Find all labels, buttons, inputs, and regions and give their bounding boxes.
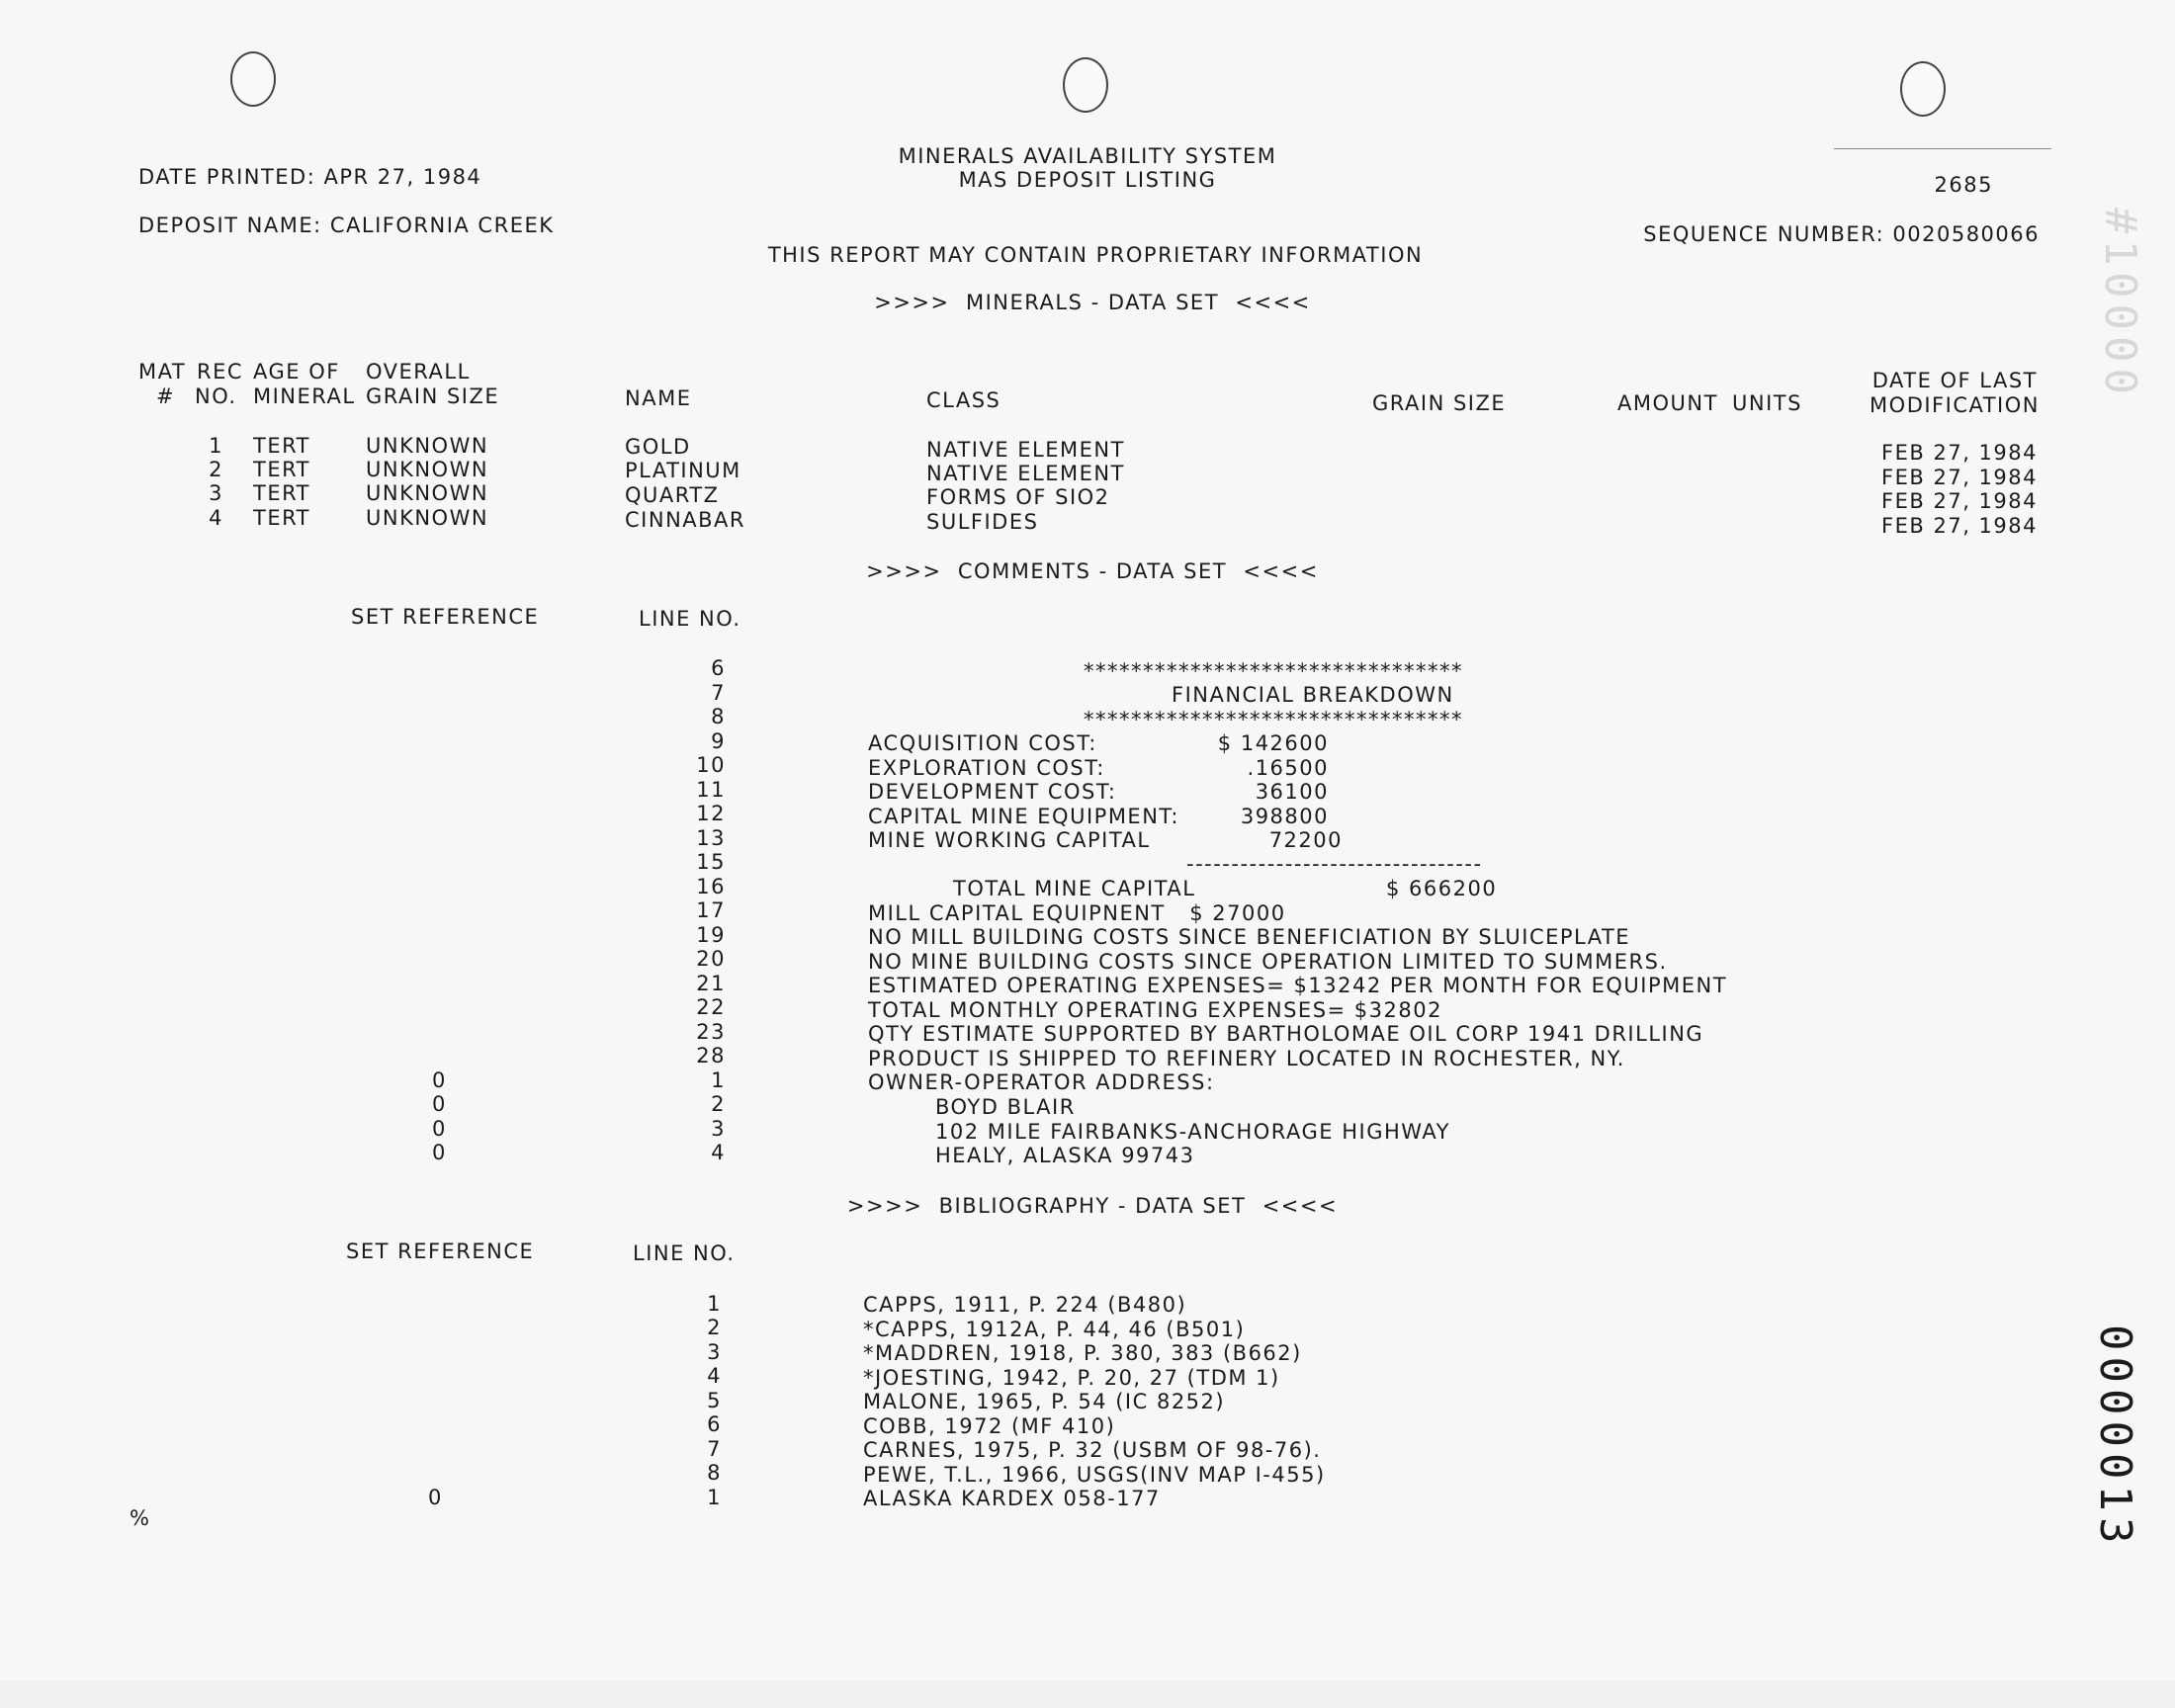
comment-text: EXPLORATION COST: [868, 756, 1105, 780]
col-overall-header: OVERALL [366, 360, 471, 384]
comment-text: MINE WORKING CAPITAL [868, 828, 1151, 852]
line-no: 9 [711, 729, 726, 753]
age-of-mineral: TERT [253, 506, 310, 530]
line-no: 3 [707, 1340, 722, 1364]
comment-text: ******************************** [1084, 659, 1463, 683]
set-reference: 0 [432, 1092, 447, 1116]
line-no: 22 [696, 995, 726, 1019]
proprietary-notice: THIS REPORT MAY CONTAIN PROPRIETARY INFORMATION [767, 243, 1424, 267]
comment-text: ACQUISITION COST: [868, 731, 1097, 755]
rec-no: 4 [209, 506, 223, 530]
modification-date: FEB 27, 1984 [1881, 466, 2038, 489]
col-date-header-2: MODIFICATION [1870, 393, 2040, 417]
col-age-header: AGE OF [253, 360, 340, 384]
overall-grain-size: UNKNOWN [366, 506, 489, 530]
line-no: 3 [711, 1117, 726, 1141]
rec-no: 2 [209, 458, 223, 481]
line-no: 20 [696, 947, 726, 971]
age-of-mineral: TERT [253, 481, 310, 505]
citation: PEWE, T.L., 1966, USGS(INV MAP I-455) [863, 1463, 1326, 1487]
comment-value: $ 666200 [1386, 877, 1498, 900]
mineral-name: QUARTZ [625, 483, 720, 507]
modification-date: FEB 27, 1984 [1881, 441, 2038, 465]
line-no: 12 [696, 802, 726, 825]
col-class-header: CLASS [926, 388, 1001, 412]
comments-section-title: >>>> COMMENTS - DATA SET <<<< [866, 559, 1319, 583]
line-no: 4 [707, 1364, 722, 1388]
mineral-name: GOLD [625, 435, 691, 459]
col-mat-header: MAT [138, 360, 187, 384]
overall-grain-size: UNKNOWN [366, 458, 489, 481]
comment-text: ******************************** [1084, 708, 1463, 731]
line-no: 7 [711, 681, 726, 705]
mineral-class: NATIVE ELEMENT [926, 462, 1125, 485]
line-no: 16 [696, 875, 726, 898]
date-printed: DATE PRINTED: APR 27, 1984 [138, 165, 482, 189]
comment-text: OWNER-OPERATOR ADDRESS: [868, 1070, 1215, 1094]
line-no: 1 [707, 1486, 722, 1509]
deposit-name: DEPOSIT NAME: CALIFORNIA CREEK [138, 214, 555, 237]
citation: *CAPPS, 1912A, P. 44, 46 (B501) [863, 1318, 1246, 1341]
comment-divider: --------------------------------- [1186, 852, 1483, 876]
line-no: 17 [696, 898, 726, 922]
comments-set-reference-header: SET REFERENCE [351, 605, 540, 629]
col-date-header: DATE OF LAST [1871, 369, 2038, 392]
line-no: 8 [707, 1461, 722, 1485]
citation: ALASKA KARDEX 058-177 [863, 1487, 1161, 1510]
listing-title: MAS DEPOSIT LISTING [958, 168, 1217, 192]
col-name-header: NAME [625, 386, 692, 410]
punch-hole-left [230, 51, 276, 107]
comment-text: DEVELOPMENT COST: [868, 780, 1117, 804]
line-no: 4 [711, 1141, 726, 1164]
mineral-class: SULFIDES [926, 510, 1039, 534]
modification-date: FEB 27, 1984 [1881, 489, 2038, 513]
comment-text: HEALY, ALASKA 99743 [935, 1144, 1195, 1167]
line-no: 21 [696, 972, 726, 995]
citation: MALONE, 1965, P. 54 (IC 8252) [863, 1390, 1226, 1413]
col-rec-header: REC [197, 360, 244, 384]
comment-text: TOTAL MINE CAPITAL [953, 877, 1196, 900]
age-of-mineral: TERT [253, 434, 310, 458]
bibliography-set-reference-header: SET REFERENCE [346, 1239, 535, 1263]
comment-text: NO MINE BUILDING COSTS SINCE OPERATION LIMITED TO SUMMERS. [868, 950, 1668, 974]
page-number: 2685 [1934, 173, 1993, 197]
comment-text: PRODUCT IS SHIPPED TO REFINERY LOCATED IN ROCHESTER, NY. [868, 1047, 1625, 1070]
set-reference: 0 [428, 1486, 443, 1509]
line-no: 7 [707, 1437, 722, 1461]
line-no: 1 [711, 1068, 726, 1092]
faint-margin-stamp: #10000 [2095, 208, 2145, 400]
col-grain-size-header: GRAIN SIZE [1372, 391, 1507, 415]
comment-value: 36100 [1255, 780, 1329, 804]
comment-value: 398800 [1240, 805, 1329, 828]
comment-value: 72200 [1268, 828, 1343, 852]
line-no: 15 [696, 850, 726, 874]
mineral-name: PLATINUM [625, 459, 741, 482]
minerals-section-title: >>>> MINERALS - DATA SET <<<< [874, 291, 1311, 314]
sequence-number: SEQUENCE NUMBER: 0020580066 [1643, 222, 2040, 246]
line-no: 11 [696, 778, 726, 802]
mineral-name: CINNABAR [625, 508, 746, 532]
comments-line-no-header: LINE NO. [639, 607, 741, 631]
bibliography-section-title: >>>> BIBLIOGRAPHY - DATA SET <<<< [846, 1194, 1339, 1218]
comment-text: ESTIMATED OPERATING EXPENSES= $13242 PER MONTH FOR EQUIPMENT [868, 974, 1728, 997]
set-reference: 0 [432, 1141, 447, 1164]
comment-text: 102 MILE FAIRBANKS-ANCHORAGE HIGHWAY [935, 1120, 1450, 1144]
comment-value: $ 142600 [1217, 731, 1329, 755]
overall-grain-size: UNKNOWN [366, 434, 489, 458]
citation: COBB, 1972 (MF 410) [863, 1414, 1116, 1438]
line-no: 19 [696, 923, 726, 947]
citation: *JOESTING, 1942, P. 20, 27 (TDM 1) [863, 1366, 1280, 1390]
col-mat-header-2: # [156, 384, 176, 408]
citation: *MADDREN, 1918, P. 380, 383 (B662) [863, 1341, 1302, 1365]
col-overall-header-2: GRAIN SIZE [366, 384, 500, 408]
line-no: 5 [707, 1389, 722, 1412]
comment-text: CAPITAL MINE EQUIPMENT: [868, 805, 1180, 828]
comment-text: MILL CAPITAL EQUIPNENT $ 27000 [868, 901, 1286, 925]
citation: CAPPS, 1911, P. 224 (B480) [863, 1293, 1187, 1317]
line-no: 2 [707, 1316, 722, 1339]
line-no: 13 [696, 826, 726, 850]
line-no: 1 [707, 1292, 722, 1316]
comment-text: NO MILL BUILDING COSTS SINCE BENEFICIATION BY SLUICEPLATE [868, 925, 1631, 949]
citation: CARNES, 1975, P. 32 (USBM OF 98-76). [863, 1438, 1322, 1462]
comment-text: TOTAL MONTHLY OPERATING EXPENSES= $32802 [868, 998, 1442, 1022]
system-title: MINERALS AVAILABILITY SYSTEM [898, 144, 1277, 168]
line-no: 28 [696, 1044, 726, 1068]
mineral-class: NATIVE ELEMENT [926, 438, 1125, 462]
line-no: 23 [696, 1020, 726, 1044]
set-reference: 0 [432, 1068, 447, 1092]
set-reference: 0 [432, 1117, 447, 1141]
line-no: 8 [711, 705, 726, 728]
comment-value: .16500 [1247, 756, 1329, 780]
rec-no: 1 [209, 434, 223, 458]
line-no: 2 [711, 1092, 726, 1116]
comment-text: QTY ESTIMATE SUPPORTED BY BARTHOLOMAE OIL CORP 1941 DRILLING [868, 1022, 1704, 1046]
bibliography-line-no-header: LINE NO. [633, 1241, 736, 1265]
margin-stamp: 0000013 [2090, 1324, 2140, 1550]
header-pen-line [1834, 148, 2051, 149]
rec-no: 3 [209, 481, 223, 505]
overall-grain-size: UNKNOWN [366, 481, 489, 505]
comment-text: BOYD BLAIR [935, 1095, 1076, 1119]
comment-text: FINANCIAL BREAKDOWN [1172, 683, 1454, 707]
percent-mark: % [130, 1506, 151, 1530]
modification-date: FEB 27, 1984 [1881, 514, 2038, 538]
col-amount-header: AMOUNT [1617, 391, 1718, 415]
col-age-header-2: MINERAL [253, 384, 356, 408]
line-no: 10 [696, 753, 726, 777]
line-no: 6 [707, 1412, 722, 1436]
punch-hole-right [1900, 61, 1946, 117]
punch-hole-center [1063, 57, 1108, 113]
col-units-header: UNITS [1732, 391, 1802, 415]
mineral-class: FORMS OF SIO2 [926, 485, 1110, 509]
col-rec-header-2: NO. [195, 384, 237, 408]
age-of-mineral: TERT [253, 458, 310, 481]
line-no: 6 [711, 656, 726, 680]
